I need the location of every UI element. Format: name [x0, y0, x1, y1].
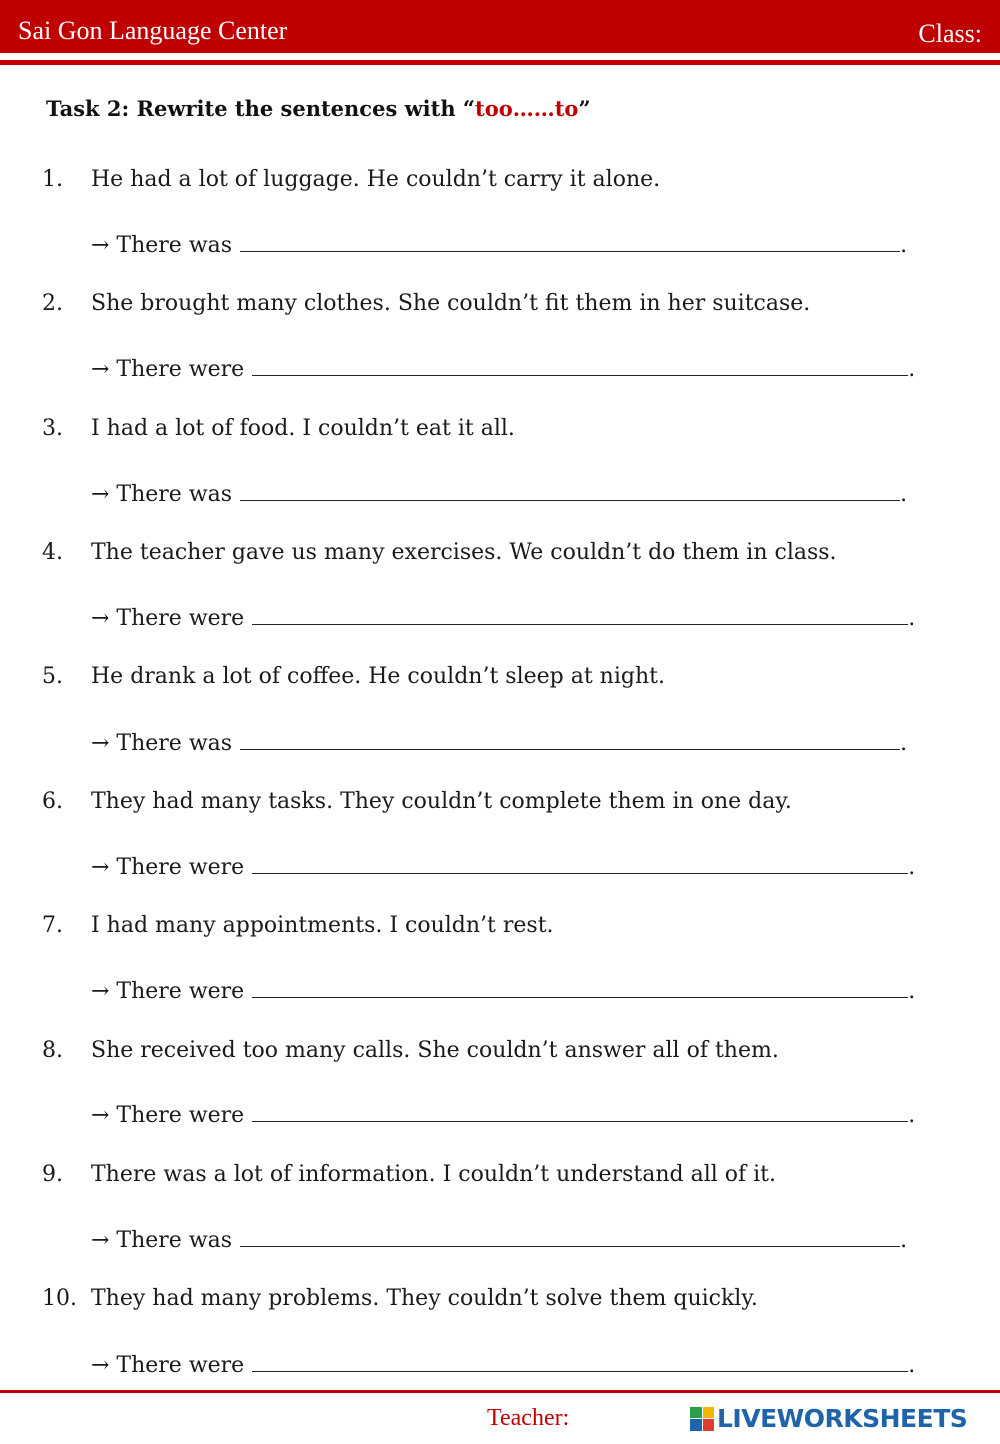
question-number: 7. — [42, 913, 63, 938]
footer-divider — [0, 1390, 1000, 1393]
brand-name: LIVEWORKSHEETS — [717, 1404, 968, 1433]
answer-period: . — [900, 731, 908, 756]
liveworksheets-logo-icon — [690, 1407, 714, 1431]
answer-line-3 — [91, 478, 907, 507]
task-title-prefix: Task 2: Rewrite the sentences with “ — [46, 96, 476, 121]
center-name: Sai Gon Language Center — [18, 16, 288, 45]
question-text: They had many tasks. They couldn’t complete them in one day. — [91, 789, 792, 814]
question-text: She brought many clothes. She couldn’t fit them in her suitcase. — [91, 291, 811, 316]
question-text: I had a lot of food. I couldn’t eat it all. — [91, 416, 515, 441]
question-number: 6. — [42, 789, 63, 814]
answer-blank-2[interactable] — [252, 353, 908, 376]
task-title-highlight: too……to — [475, 96, 579, 121]
question-text: He drank a lot of coffee. He couldn’t sleep at night. — [91, 664, 665, 689]
answer-period: . — [900, 1228, 908, 1253]
question-text: They had many problems. They couldn’t solve them quickly. — [91, 1286, 758, 1311]
question-number: 8. — [42, 1038, 63, 1063]
header-divider — [0, 60, 1000, 65]
question-number: 4. — [42, 540, 63, 565]
answer-blank-3[interactable] — [240, 478, 900, 501]
answer-blank-10[interactable] — [252, 1349, 908, 1372]
answer-prompt: → There were — [91, 606, 245, 631]
answer-line-8 — [91, 1099, 915, 1128]
question-number: 5. — [42, 664, 63, 689]
answer-period: . — [908, 606, 916, 631]
answer-blank-7[interactable] — [252, 975, 908, 998]
answer-period: . — [908, 855, 916, 880]
question-text: He had a lot of luggage. He couldn’t carry it alone. — [91, 167, 661, 192]
liveworksheets-brand[interactable] — [690, 1404, 967, 1433]
task-title-suffix: ” — [578, 96, 591, 121]
answer-blank-1[interactable] — [240, 229, 900, 252]
answer-prompt: → There was — [91, 233, 233, 258]
question-text: The teacher gave us many exercises. We couldn’t do them in class. — [91, 540, 837, 565]
answer-blank-4[interactable] — [252, 602, 908, 625]
answer-line-5 — [91, 727, 907, 756]
question-text: I had many appointments. I couldn’t rest. — [91, 913, 554, 938]
answer-line-1 — [91, 229, 907, 258]
answer-prompt: → There was — [91, 1228, 233, 1253]
question-number: 2. — [42, 291, 63, 316]
answer-line-2 — [91, 353, 915, 382]
answer-prompt: → There was — [91, 482, 233, 507]
answer-line-6 — [91, 851, 915, 880]
answer-prompt: → There were — [91, 1103, 245, 1128]
answer-period: . — [900, 482, 908, 507]
answer-period: . — [900, 233, 908, 258]
question-text: She received too many calls. She couldn’t answer all of them. — [91, 1038, 779, 1063]
answer-period: . — [908, 1353, 916, 1378]
task-title — [46, 96, 591, 121]
answer-line-7 — [91, 975, 915, 1004]
answer-prompt: → There were — [91, 1353, 245, 1378]
answer-blank-5[interactable] — [240, 727, 900, 750]
answer-period: . — [908, 1103, 916, 1128]
answer-prompt: → There were — [91, 357, 245, 382]
question-text: There was a lot of information. I couldn’t understand all of it. — [91, 1162, 777, 1187]
answer-blank-8[interactable] — [252, 1099, 908, 1122]
answer-prompt: → There were — [91, 979, 245, 1004]
answer-line-9 — [91, 1224, 907, 1253]
answer-prompt: → There was — [91, 731, 233, 756]
answer-line-4 — [91, 602, 915, 631]
question-number: 9. — [42, 1162, 63, 1187]
question-number: 3. — [42, 416, 63, 441]
answer-period: . — [908, 979, 916, 1004]
answer-blank-6[interactable] — [252, 851, 908, 874]
question-number: 1. — [42, 167, 63, 192]
class-label: Class: — [918, 19, 982, 48]
answer-period: . — [908, 357, 916, 382]
question-number: 10. — [42, 1286, 77, 1311]
answer-prompt: → There were — [91, 855, 245, 880]
answer-line-10 — [91, 1349, 915, 1378]
answer-blank-9[interactable] — [240, 1224, 900, 1247]
teacher-label: Teacher: — [487, 1405, 570, 1431]
